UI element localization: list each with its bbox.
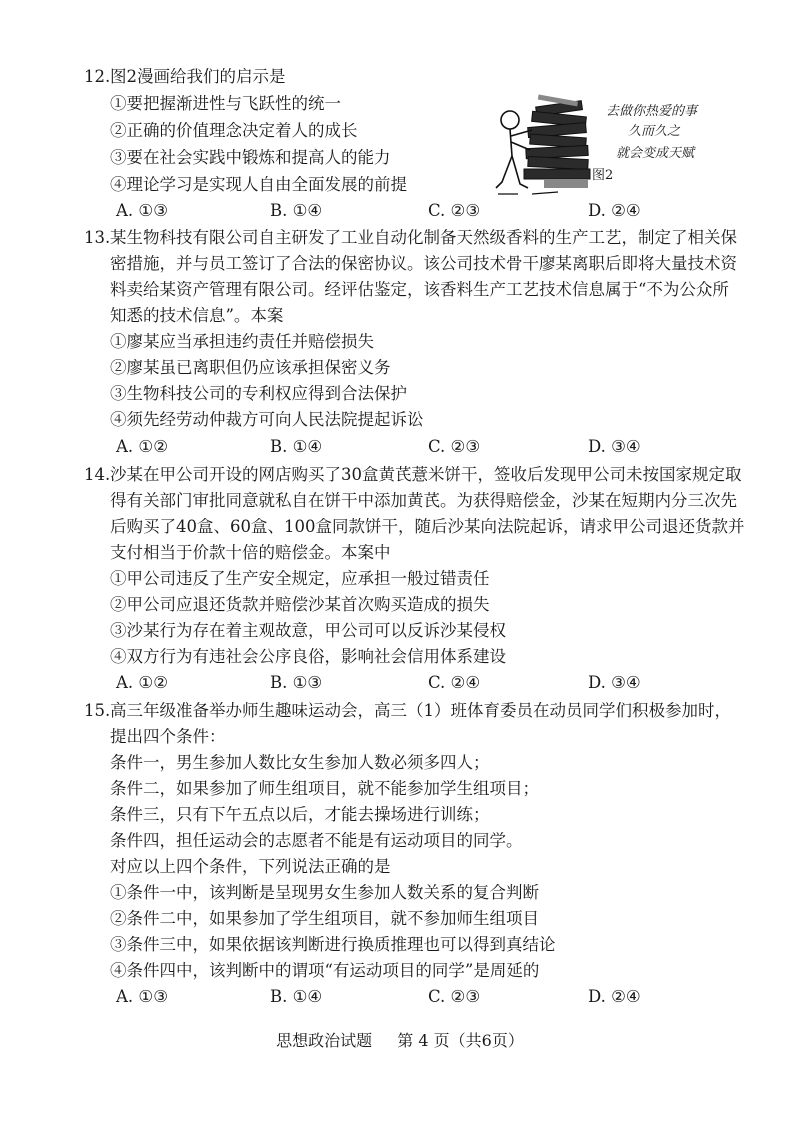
choice-d: D. ③④ bbox=[588, 437, 641, 456]
option-4: ④须先经劳动仲裁方可向人民法院提起诉讼 bbox=[110, 410, 424, 429]
option-4: ④理论学习是实现人自由全面发展的前提 bbox=[110, 175, 407, 194]
cartoon-drawing bbox=[488, 90, 608, 200]
choice-c: C. ②③ bbox=[428, 987, 481, 1006]
choice-d: D. ③④ bbox=[588, 673, 641, 692]
caption-line-2: 久而久之 bbox=[628, 124, 681, 139]
question-number: 14. bbox=[84, 465, 111, 484]
option-2: ②条件二中，如果参加了学生组项目，就不参加师生组项目 bbox=[110, 909, 539, 928]
question-stem-line-2: 提出四个条件： bbox=[110, 727, 226, 746]
question-stem-line-3: 后购买了40盒、60盒、100盒同款饼干，随后沙某向法院起诉，请求甲公司退还货款并 bbox=[110, 517, 745, 536]
question-stem-line-1: 沙某在甲公司开设的网店购买了30盒黄芪薏米饼干，签收后发现甲公司未按国家规定取 bbox=[110, 465, 742, 484]
choice-c: C. ②③ bbox=[428, 201, 481, 220]
condition-2: 条件二，如果参加了师生组项目，就不能参加学生组项目； bbox=[110, 779, 539, 798]
figure-label: 图2 bbox=[592, 168, 614, 183]
footer-subject: 思想政治试题 bbox=[276, 1031, 373, 1050]
option-2: ②甲公司应退还货款并赔偿沙某首次购买造成的损失 bbox=[110, 595, 490, 614]
option-3: ③条件三中，如果依据该判断进行换质推理也可以得到真结论 bbox=[110, 935, 556, 954]
option-1: ①甲公司违反了生产安全规定，应承担一般过错责任 bbox=[110, 569, 490, 588]
question-stem-line-2: 得有关部门审批同意就私自在饼干中添加黄芪。为获得赔偿金，沙某在短期内分三次先 bbox=[110, 491, 737, 510]
question-stem-line-1: 某生物科技有限公司自主研发了工业自动化制备天然级香料的生产工艺，制定了相关保 bbox=[110, 228, 737, 247]
option-2: ②廖某虽已离职但仍应该承担保密义务 bbox=[110, 358, 391, 377]
choice-a: A. ①③ bbox=[116, 987, 168, 1006]
choice-b: B. ①④ bbox=[270, 201, 323, 220]
choice-d: D. ②④ bbox=[588, 201, 641, 220]
question-stem: 图2漫画给我们的启示是 bbox=[110, 67, 286, 86]
question-stem-line-2: 密措施，并与员工签订了合法的保密协议。该公司技术骨干廖某离职后即将大量技术资 bbox=[110, 254, 737, 273]
option-3: ③沙某行为存在着主观故意，甲公司可以反诉沙某侵权 bbox=[110, 621, 506, 640]
option-3: ③要在社会实践中锻炼和提高人的能力 bbox=[110, 148, 391, 167]
option-1: ①要把握渐进性与飞跃性的统一 bbox=[110, 94, 341, 113]
choice-c: C. ②③ bbox=[428, 437, 481, 456]
condition-4: 条件四，担任运动会的志愿者不能是有运动项目的同学。 bbox=[110, 831, 523, 850]
option-1: ①条件一中，该判断是呈现男女生参加人数关系的复合判断 bbox=[110, 883, 539, 902]
choice-d: D. ②④ bbox=[588, 987, 641, 1006]
figure-2-cartoon bbox=[488, 90, 720, 212]
option-3: ③生物科技公司的专利权应得到合法保护 bbox=[110, 384, 407, 403]
condition-1: 条件一，男生参加人数比女生参加人数必须多四人； bbox=[110, 753, 490, 772]
question-stem-line-3: 料卖给某资产管理有限公司。经评估鉴定，该香料生产工艺技术信息属于“不为公众所 bbox=[110, 280, 729, 299]
question-stem-line-4: 支付相当于价款十倍的赔偿金。本案中 bbox=[110, 543, 391, 562]
question-prompt: 对应以上四个条件，下列说法正确的是 bbox=[110, 857, 391, 876]
question-number: 15. bbox=[84, 701, 111, 720]
option-2: ②正确的价值理念决定着人的成长 bbox=[110, 121, 358, 140]
caption-line-1: 去做你热爱的事 bbox=[606, 104, 698, 119]
option-4: ④条件四中，该判断中的谓项“有运动项目的同学”是周延的 bbox=[110, 961, 540, 980]
question-number: 12. bbox=[84, 67, 111, 86]
choice-a: A. ①③ bbox=[116, 201, 168, 220]
choice-b: B. ①③ bbox=[270, 673, 323, 692]
choice-a: A. ①② bbox=[116, 437, 168, 456]
question-stem-line-4: 知悉的技术信息”。本案 bbox=[110, 306, 284, 325]
option-4: ④双方行为有违社会公序良俗，影响社会信用体系建设 bbox=[110, 647, 506, 666]
page-footer bbox=[0, 1028, 800, 1051]
question-number: 13. bbox=[84, 228, 111, 247]
choice-b: B. ①④ bbox=[270, 987, 323, 1006]
option-1: ①廖某应当承担违约责任并赔偿损失 bbox=[110, 332, 374, 351]
choice-a: A. ①② bbox=[116, 673, 168, 692]
caption-line-3: 就会变成天赋 bbox=[616, 146, 695, 161]
choice-c: C. ②④ bbox=[428, 673, 481, 692]
footer-page-number: 第 4 页（共6页） bbox=[397, 1031, 524, 1050]
choice-b: B. ①④ bbox=[270, 437, 323, 456]
condition-3: 条件三，只有下午五点以后，才能去操场进行训练； bbox=[110, 805, 490, 824]
question-stem-line-1: 高三年级准备举办师生趣味运动会，高三（1）班体育委员在动员同学们积极参加时， bbox=[110, 701, 731, 720]
